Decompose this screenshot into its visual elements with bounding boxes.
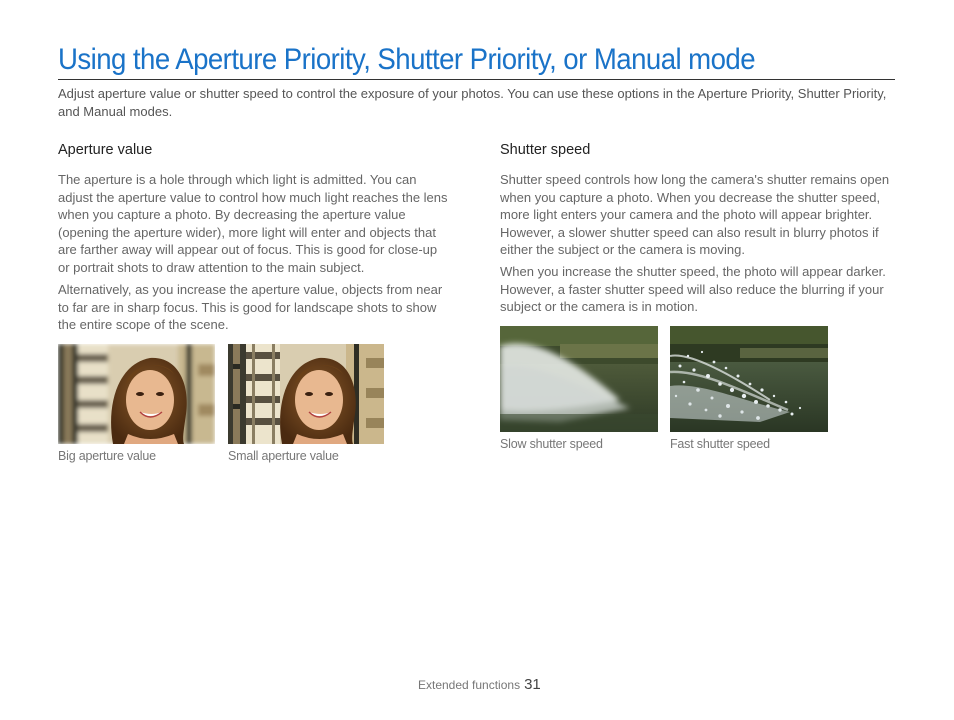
shutter-paragraph-2: When you increase the shutter speed, the photo will appear darker. However, a faster shutter speed will also reduce the blurring if your subject or the camera is in motion.	[500, 264, 886, 315]
page-footer	[418, 676, 541, 693]
intro-text: Adjust aperture value or shutter speed to control the exposure of your photos. You can use these options in the Aperture Priority, Shutter Priority, and Manual modes.	[58, 86, 887, 119]
big-aperture-photo	[58, 344, 215, 444]
aperture-heading: Aperture value	[58, 142, 153, 158]
aperture-paragraph-2: Alternatively, as you increase the aperture value, objects from near to far are in sharp focus. This is good for landscape shots to show the entire scope of the scene.	[58, 282, 443, 333]
slow-shutter-photo	[500, 326, 658, 432]
small-aperture-photo	[228, 344, 384, 444]
page-number: 31	[524, 676, 541, 693]
page-title: Using the Aperture Priority, Shutter Priority, or Manual mode	[58, 43, 756, 76]
aperture-paragraph-1: The aperture is a hole through which light is admitted. You can adjust the aperture value to control how much light reaches the lens when you capture a photo. By decreasing the aperture value (opening the aperture wider), more light will enter and objects that are farther away will appear out of focus. This is good for close-up or portrait shots to draw attention to the main subject.	[58, 172, 448, 275]
fast-shutter-caption: Fast shutter speed	[670, 437, 770, 451]
big-aperture-caption: Big aperture value	[58, 449, 156, 463]
title-divider	[58, 79, 895, 80]
footer-section-label: Extended functions	[418, 678, 521, 692]
shutter-heading: Shutter speed	[500, 142, 591, 158]
fast-shutter-photo	[670, 326, 828, 432]
small-aperture-caption: Small aperture value	[228, 449, 339, 463]
slow-shutter-caption: Slow shutter speed	[500, 437, 603, 451]
shutter-paragraph-1: Shutter speed controls how long the camera's shutter remains open when you capture a photo. When you decrease the shutter speed, more light enters your camera and the photo will appear brighter. However, a slower shutter speed can also result in blurry photos if either the subject or the camera is moving.	[500, 172, 890, 258]
